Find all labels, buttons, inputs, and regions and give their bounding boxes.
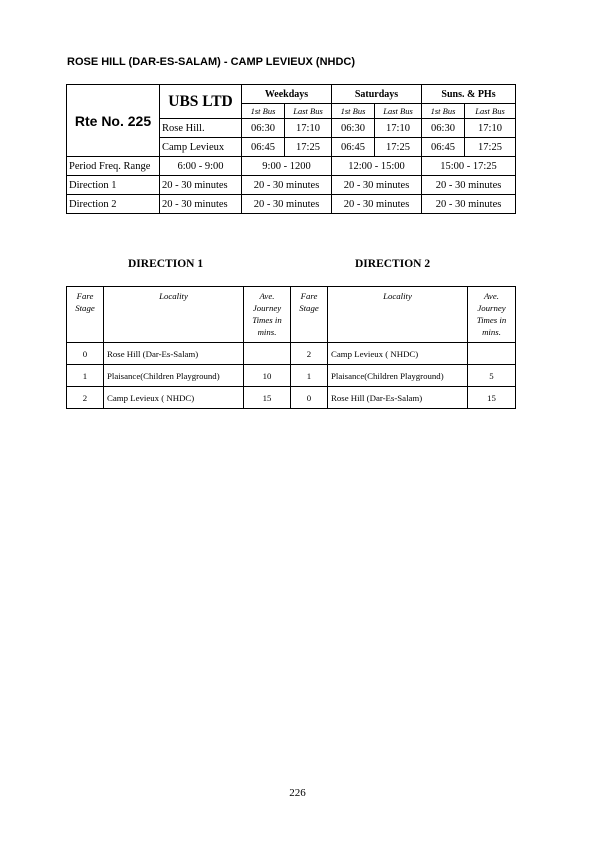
table-row	[67, 157, 516, 176]
header-locality: Locality	[328, 287, 468, 343]
freq-value: 20 - 30 minutes	[422, 195, 516, 214]
time-cell: 06:30	[422, 119, 465, 138]
header-journey-time: Ave. Journey Times in mins.	[244, 287, 291, 343]
time-cell: 17:25	[285, 138, 332, 157]
freq-value: 20 - 30 minutes	[160, 176, 242, 195]
table-row	[67, 195, 516, 214]
subheader-last-bus: Last Bus	[285, 104, 332, 119]
stop-name: Rose Hill.	[160, 119, 242, 138]
group-weekdays: Weekdays	[242, 85, 332, 104]
page-number: 226	[289, 787, 306, 799]
subheader-first-bus: 1st Bus	[242, 104, 285, 119]
page-title: ROSE HILL (DAR-ES-SALAM) - CAMP LEVIEUX (NHDC)	[67, 56, 356, 68]
time-cell: 17:25	[375, 138, 422, 157]
time-cell: 06:45	[242, 138, 285, 157]
freq-value: 20 - 30 minutes	[160, 195, 242, 214]
locality: Camp Levieux ( NHDC)	[328, 343, 468, 365]
journey-time	[244, 343, 291, 365]
fare-stage: 0	[291, 387, 328, 409]
locality: Plaisance(Children Playground)	[328, 365, 468, 387]
freq-value: 20 - 30 minutes	[332, 176, 422, 195]
fare-stage: 2	[291, 343, 328, 365]
subheader-last-bus: Last Bus	[465, 104, 516, 119]
table-row	[67, 387, 516, 409]
header-fare-stage: Fare Stage	[67, 287, 104, 343]
direction-1-heading: DIRECTION 1	[128, 258, 204, 270]
time-cell: 17:25	[465, 138, 516, 157]
table-row	[67, 176, 516, 195]
timetable	[66, 84, 516, 214]
group-sundays: Suns. & PHs	[422, 85, 516, 104]
header-journey-time: Ave. Journey Times in mins.	[468, 287, 516, 343]
time-cell: 06:30	[242, 119, 285, 138]
direction-2-heading: DIRECTION 2	[355, 258, 431, 270]
group-saturdays: Saturdays	[332, 85, 422, 104]
subheader-last-bus: Last Bus	[375, 104, 422, 119]
time-cell: 06:30	[332, 119, 375, 138]
journey-time: 5	[468, 365, 516, 387]
subheader-first-bus: 1st Bus	[422, 104, 465, 119]
fare-stage: 2	[67, 387, 104, 409]
table-row	[67, 343, 516, 365]
locality: Rose Hill (Dar-Es-Salam)	[104, 343, 244, 365]
stop-name: Camp Levieux	[160, 138, 242, 157]
locality: Plaisance(Children Playground)	[104, 365, 244, 387]
route-number: Rte No. 225	[67, 85, 160, 157]
freq-value: 12:00 - 15:00	[332, 157, 422, 176]
freq-value: 20 - 30 minutes	[242, 176, 332, 195]
journey-time: 15	[468, 387, 516, 409]
journey-time: 15	[244, 387, 291, 409]
time-cell: 06:45	[422, 138, 465, 157]
fare-stage-table	[66, 286, 516, 409]
header-locality: Locality	[104, 287, 244, 343]
freq-label: Period Freq. Range	[67, 157, 160, 176]
fare-stage: 0	[67, 343, 104, 365]
freq-value: 20 - 30 minutes	[422, 176, 516, 195]
time-cell: 17:10	[375, 119, 422, 138]
time-cell: 17:10	[465, 119, 516, 138]
freq-value: 15:00 - 17:25	[422, 157, 516, 176]
locality: Camp Levieux ( NHDC)	[104, 387, 244, 409]
time-cell: 17:10	[285, 119, 332, 138]
journey-time: 10	[244, 365, 291, 387]
table-row	[67, 365, 516, 387]
journey-time	[468, 343, 516, 365]
fare-stage: 1	[67, 365, 104, 387]
locality: Rose Hill (Dar-Es-Salam)	[328, 387, 468, 409]
freq-value: 20 - 30 minutes	[242, 195, 332, 214]
freq-value: 6:00 - 9:00	[160, 157, 242, 176]
time-cell: 06:45	[332, 138, 375, 157]
fare-stage: 1	[291, 365, 328, 387]
freq-label: Direction 1	[67, 176, 160, 195]
header-fare-stage: Fare Stage	[291, 287, 328, 343]
freq-label: Direction 2	[67, 195, 160, 214]
subheader-first-bus: 1st Bus	[332, 104, 375, 119]
operator-name: UBS LTD	[160, 85, 242, 119]
freq-value: 9:00 - 1200	[242, 157, 332, 176]
freq-value: 20 - 30 minutes	[332, 195, 422, 214]
